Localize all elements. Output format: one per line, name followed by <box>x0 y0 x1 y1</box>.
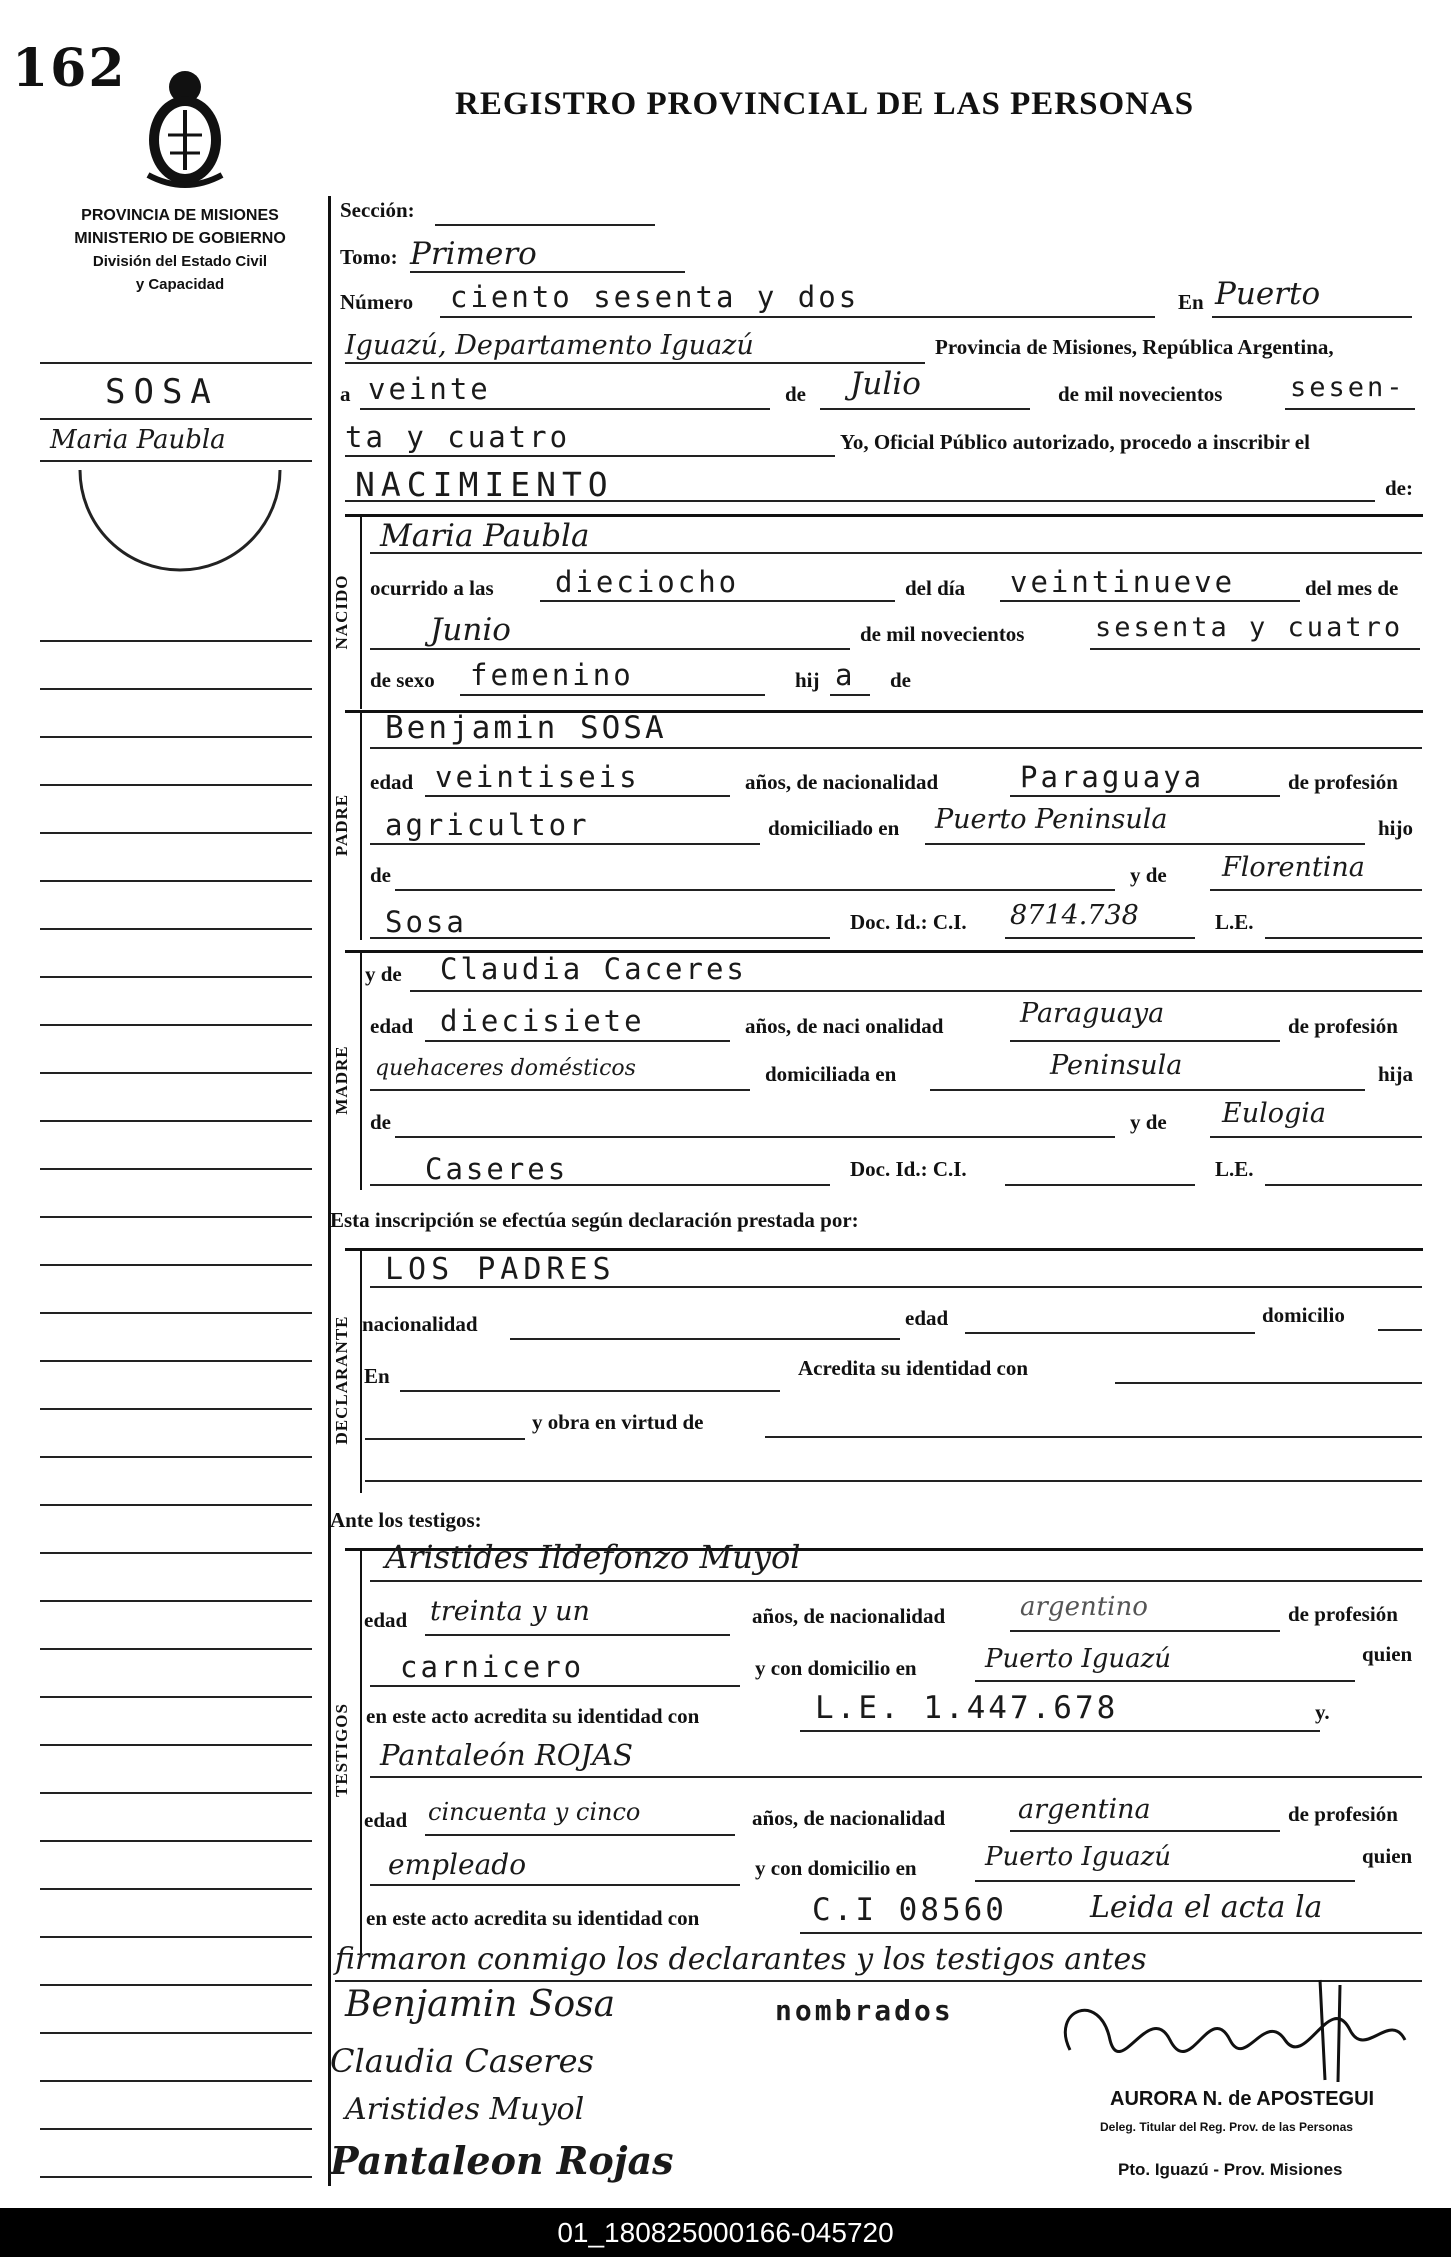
label-t2-edad: edad <box>364 1808 408 1832</box>
section-nacido: NACIDO <box>332 574 351 650</box>
label-domicilio: domicilio <box>1262 1303 1345 1327</box>
label-padre-nac: años, de nacionalidad <box>745 770 939 794</box>
label-madre-edad: edad <box>370 1014 414 1038</box>
label-madre-doc: Doc. Id.: C.I. <box>850 1157 967 1181</box>
field-numero: ciento sesenta y dos <box>450 280 860 314</box>
label-de-sexo: de sexo <box>370 668 435 692</box>
label-madre-y-de2: y de <box>1130 1110 1167 1134</box>
field-abuela-p2: Sosa <box>385 905 467 939</box>
label-madre-de: de <box>370 1110 391 1134</box>
section-declarante: DECLARANTE <box>332 1315 351 1445</box>
label-t1-quien: quien <box>1362 1642 1413 1666</box>
stamp-place: Pto. Iguazú - Prov. Misiones <box>1118 2160 1343 2179</box>
field-padre-nombre: Benjamin SOSA <box>385 710 667 746</box>
field-dia: veinte <box>368 372 491 406</box>
label-mil: de mil novecientos <box>1058 382 1223 406</box>
field-madre-dom: Peninsula <box>1050 1050 1183 1081</box>
field-padre-ci: 8714.738 <box>1010 900 1139 931</box>
field-t1-edad: treinta y un <box>430 1596 590 1627</box>
field-t2-prof: empleado <box>388 1848 527 1881</box>
label-del-dia: del día <box>905 576 966 600</box>
label-inscripcion: Esta inscripción se efectúa según declaración prestada por: <box>330 1208 859 1232</box>
field-hij-suffix: a <box>835 658 856 692</box>
label-t1-y: y. <box>1315 1700 1330 1724</box>
field-abuela-m1: Eulogia <box>1222 1098 1327 1129</box>
label-hija: hija <box>1378 1062 1414 1086</box>
field-mes: Julio <box>850 366 921 402</box>
label-obra: y obra en virtud de <box>532 1410 704 1434</box>
label-t1-nac: años, de nacionalidad <box>752 1604 946 1628</box>
field-madre-prof: quehaceres domésticos <box>375 1056 636 1081</box>
label-padre-de: de <box>370 863 391 887</box>
label-madre-nac: años, de naci onalidad <box>745 1014 944 1038</box>
office-division: División del Estado Civil <box>92 253 268 270</box>
label-t1-acredita: en este acto acredita su identidad con <box>366 1704 700 1728</box>
field-declarante: LOS PADRES <box>385 1252 616 1287</box>
label-de: de <box>785 382 806 406</box>
label-hij: hij <box>795 668 820 692</box>
label-en-dec: En <box>364 1364 390 1388</box>
label-padre-le: L.E. <box>1215 910 1254 934</box>
field-t2-nac: argentina <box>1018 1794 1151 1825</box>
field-abuela-p1: Florentina <box>1222 852 1365 883</box>
label-nacionalidad: nacionalidad <box>362 1312 478 1336</box>
label-t1-edad: edad <box>364 1608 408 1632</box>
label-dec-edad: edad <box>905 1306 949 1330</box>
field-madre-nombre: Claudia Caceres <box>440 952 747 986</box>
field-t2-dom: Puerto Iguazú <box>985 1842 1172 1872</box>
field-sexo: femenino <box>470 658 634 692</box>
footer-filename: 01_180825000166-045720 <box>0 2208 1451 2257</box>
label-t1-dom: y con domicilio en <box>755 1656 917 1680</box>
field-t1-doc: L.E. 1.447.678 <box>815 1690 1119 1726</box>
label-ante: Ante los testigos: <box>330 1508 482 1532</box>
field-lugar1: Puerto <box>1215 276 1321 312</box>
field-anio1: sesen- <box>1290 372 1406 403</box>
label-t2-prof: de profesión <box>1288 1802 1398 1826</box>
field-abuela-m2: Caseres <box>425 1152 569 1186</box>
field-mes-nac: Junio <box>430 612 511 648</box>
field-padre-nac: Paraguaya <box>1020 760 1205 794</box>
field-tomo: Primero <box>410 236 537 272</box>
label-t2-dom: y con domicilio en <box>755 1856 917 1880</box>
section-testigos: TESTIGOS <box>332 1703 351 1797</box>
label-domiciliada: domiciliada en <box>765 1062 897 1086</box>
label-acredita: Acredita su identidad con <box>798 1356 1029 1380</box>
coat-of-arms-emblem <box>140 65 230 190</box>
field-madre-edad: diecisiete <box>440 1004 645 1038</box>
section-padre: PADRE <box>332 793 351 857</box>
label-de-colon: de: <box>1385 476 1413 500</box>
field-anio2: ta y cuatro <box>345 420 571 454</box>
label-a: a <box>340 382 351 406</box>
margin-seal <box>60 450 300 590</box>
field-padre-prof: agricultor <box>385 808 590 842</box>
label-domiciliado: domiciliado en <box>768 816 900 840</box>
margin-given-name: Maria Paubla <box>50 425 226 455</box>
field-anio-nac: sesenta y cuatro <box>1095 612 1404 643</box>
field-padre-edad: veintiseis <box>435 760 640 794</box>
label-madre-y-de: y de <box>365 962 402 986</box>
field-t1-nac: argentino <box>1020 1592 1148 1622</box>
label-provincia: Provincia de Misiones, República Argentina, <box>935 335 1334 359</box>
label-padre-prof: de profesión <box>1288 770 1398 794</box>
closing-nombrados: nombrados <box>775 1994 954 2027</box>
label-numero: Número <box>340 290 414 314</box>
field-hora: dieciocho <box>555 565 740 599</box>
label-hij-de: de <box>890 668 911 692</box>
label-del-mes: del mes de <box>1305 576 1399 600</box>
label-en: En <box>1178 290 1204 314</box>
label-t2-acredita: en este acto acredita su identidad con <box>366 1906 700 1930</box>
field-t1-dom: Puerto Iguazú <box>985 1644 1172 1674</box>
field-testigo1: Aristides Ildefonzo Muyol <box>385 1538 801 1576</box>
stamp-name: AURORA N. de APOSTEGUI <box>1110 2088 1375 2110</box>
label-tomo: Tomo: <box>340 245 398 269</box>
label-madre-le: L.E. <box>1215 1157 1254 1181</box>
label-padre-doc: Doc. Id.: C.I. <box>850 910 967 934</box>
stamp-role: Deleg. Titular del Reg. Prov. de las Personas <box>1100 2120 1353 2134</box>
field-t2-edad: cincuenta y cinco <box>428 1798 641 1826</box>
label-ocurrido: ocurrido a las <box>370 576 494 600</box>
label-madre-prof: de profesión <box>1288 1014 1398 1038</box>
field-madre-nac: Paraguaya <box>1020 998 1165 1029</box>
field-t1-prof: carnicero <box>400 1650 585 1684</box>
label-yo: Yo, Oficial Público autorizado, procedo a inscribir el <box>840 430 1310 454</box>
section-madre: MADRE <box>332 1045 351 1115</box>
label-padre-edad: edad <box>370 770 414 794</box>
field-leida: Leida el acta la <box>1090 1890 1323 1925</box>
field-dia-nac: veintinueve <box>1010 565 1236 599</box>
label-y-de: y de <box>1130 863 1167 887</box>
office-block <box>40 204 320 296</box>
signature-claudia: Claudia Caseres <box>330 2042 594 2080</box>
label-t2-quien: quien <box>1362 1844 1413 1868</box>
closing-firmaron: firmaron conmigo los declarantes y los testigos antes <box>335 1942 1147 1977</box>
office-capacity: y Capacidad <box>135 276 225 293</box>
page-number: 162 <box>12 38 127 99</box>
signature-benjamin: Benjamin Sosa <box>345 1984 616 2025</box>
field-nombre: Maria Paubla <box>380 518 590 554</box>
field-lugar2: Iguazú, Departamento Iguazú <box>345 330 754 361</box>
field-acto: NACIMIENTO <box>355 465 614 504</box>
signature-aristides: Aristides Muyol <box>345 2092 585 2127</box>
office-ministry: MINISTERIO DE GOBIERNO <box>74 230 286 247</box>
document-title: REGISTRO PROVINCIAL DE LAS PERSONAS <box>455 86 1195 122</box>
label-de-mil: de mil novecientos <box>860 622 1025 646</box>
margin-surname: SOSA <box>105 372 219 412</box>
office-province: PROVINCIA DE MISIONES <box>81 207 279 224</box>
field-testigo2: Pantaleón ROJAS <box>380 1738 633 1772</box>
label-seccion: Sección: <box>340 198 415 222</box>
label-t1-prof: de profesión <box>1288 1602 1398 1626</box>
label-hijo: hijo <box>1378 816 1414 840</box>
field-t2-doc: C.I 08560 <box>812 1892 1007 1928</box>
label-t2-nac: años, de nacionalidad <box>752 1806 946 1830</box>
field-padre-dom: Puerto Peninsula <box>935 804 1168 835</box>
signature-pantaleon: Pantaleon Rojas <box>330 2138 674 2183</box>
